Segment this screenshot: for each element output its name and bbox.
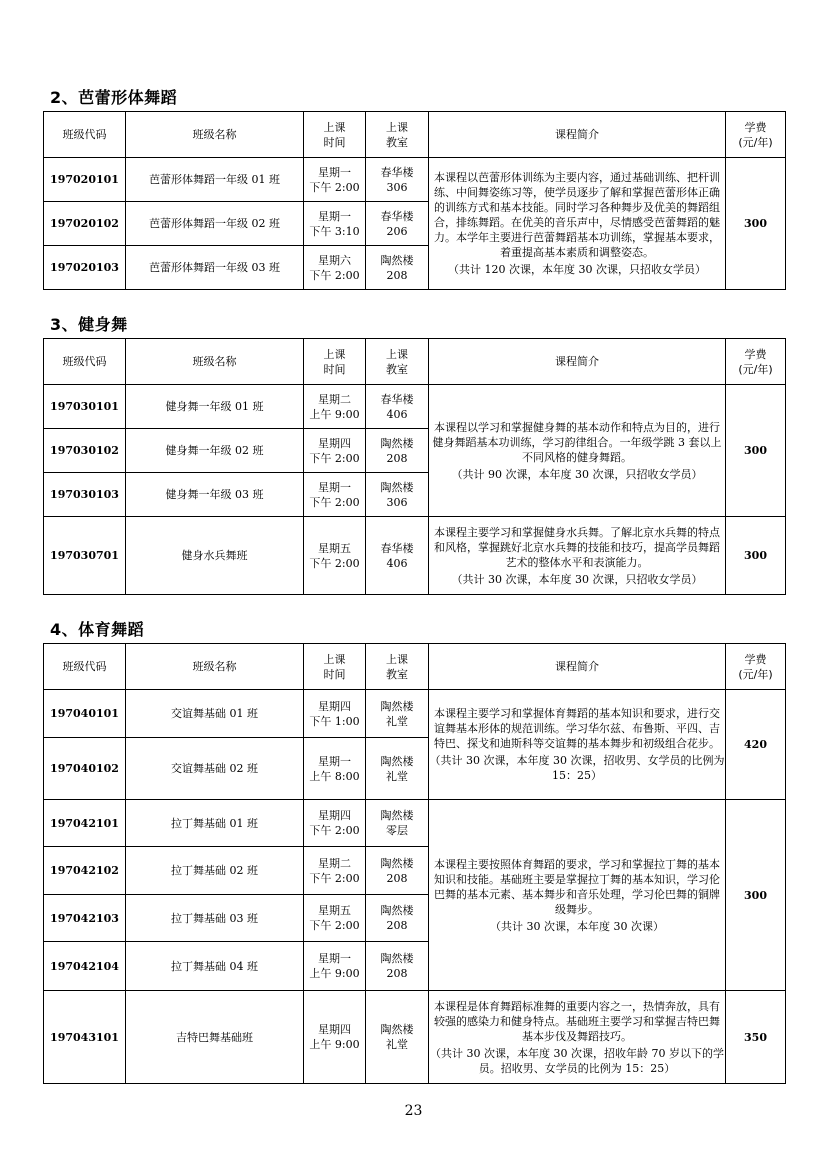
section-title-fitness-dance: 3、健身舞 [50,315,128,334]
class-code: 197042104 [44,942,126,991]
class-name: 拉丁舞基础 04 班 [126,942,304,991]
course-intro-text: 本课程以学习和掌握健身舞的基本动作和特点为目的，进行健身舞蹈基本功训练，学习韵律组合。一年级学跳 3 套以上不同风格的健身舞蹈。 [432,420,722,464]
header-class-name: 班级名称 [126,644,304,690]
class-name: 健身舞一年级 03 班 [126,473,304,517]
class-time: 星期四 下午 1:00 [304,690,366,738]
class-name: 拉丁舞基础 03 班 [126,895,304,942]
page-number: 23 [404,1103,423,1119]
class-name: 健身舞一年级 02 班 [126,429,304,473]
table-row [44,991,786,1084]
classroom: 陶然楼 零层 [366,800,429,847]
course-intro [429,800,726,991]
class-code: 197030101 [44,385,126,429]
classroom: 陶然楼 礼堂 [366,690,429,738]
course-intro-note: （共计 120 次课，本年度 30 次课，只招收女学员） [448,263,706,276]
class-code: 197020102 [44,202,126,246]
class-name: 吉特巴舞基础班 [126,991,304,1084]
course-intro-note: （共计 30 次课，本年度 30 次课，招收男、女学员的比例为 15：25） [429,754,725,782]
tuition-fee: 350 [726,991,786,1084]
class-code: 197042102 [44,847,126,895]
class-code: 197030701 [44,517,126,595]
table-row [44,158,786,202]
class-time: 星期二 上午 9:00 [304,385,366,429]
class-time: 星期一 下午 2:00 [304,473,366,517]
class-time: 星期一 下午 2:00 [304,158,366,202]
course-intro-note: （共计 30 次课，本年度 30 次课，招收年龄 70 岁以下的学员。招收男、女学员的比例为 15：25） [430,1046,724,1075]
course-intro-text: 本课程主要按照体育舞蹈的要求，学习和掌握拉丁舞的基本知识和技能。基础班主要是掌握拉丁舞的基本知识，学习伦巴舞的基本元素、基本舞步和音乐处理，学习伦巴舞的铜牌级舞步。 [434,857,720,916]
table-row [44,385,786,429]
tuition-fee: 300 [726,800,786,991]
class-name: 拉丁舞基础 01 班 [126,800,304,847]
class-time: 星期四 上午 9:00 [304,991,366,1084]
course-intro-note: （共计 90 次课，本年度 30 次课，只招收女学员） [451,467,703,481]
classroom: 陶然楼 208 [366,895,429,942]
header-classroom: 上课 教室 [366,112,429,158]
header-fee: 学费 (元/年) [726,112,786,158]
header-fee: 学费 (元/年) [726,644,786,690]
class-name: 芭蕾形体舞蹈一年级 01 班 [126,158,304,202]
classroom: 陶然楼 208 [366,246,429,290]
header-fee: 学费 (元/年) [726,339,786,385]
class-time: 星期四 下午 2:00 [304,429,366,473]
tuition-fee: 300 [726,385,786,517]
class-code: 197040102 [44,738,126,800]
class-time: 星期一 上午 8:00 [304,738,366,800]
course-intro-text: 本课程是体育舞蹈标准舞的重要内容之一，热情奔放，具有较强的感染力和健身特点。基础班主要学习和掌握吉特巴舞基本步伐及舞蹈技巧。 [434,999,720,1043]
sport-dance-course-table [43,643,786,1084]
class-code: 197040101 [44,690,126,738]
table-row [44,517,786,595]
course-intro [429,517,726,595]
header-course-intro: 课程简介 [429,112,726,158]
tuition-fee: 420 [726,690,786,800]
header-class-name: 班级名称 [126,112,304,158]
table-header-row [44,644,786,690]
classroom: 陶然楼 208 [366,847,429,895]
class-name: 芭蕾形体舞蹈一年级 02 班 [126,202,304,246]
header-class-code: 班级代码 [44,112,126,158]
classroom: 春华楼 406 [366,385,429,429]
course-intro [429,385,726,517]
header-class-name: 班级名称 [126,339,304,385]
classroom: 陶然楼 306 [366,473,429,517]
course-intro [429,991,726,1084]
class-code: 197020103 [44,246,126,290]
classroom: 陶然楼 208 [366,942,429,991]
fitness-dance-course-table [43,338,786,595]
header-class-time: 上课 时间 [304,112,366,158]
course-intro [429,158,726,290]
class-code: 197030103 [44,473,126,517]
class-time: 星期二 下午 2:00 [304,847,366,895]
class-name: 交谊舞基础 02 班 [126,738,304,800]
course-intro-text: 本课程主要学习和掌握健身水兵舞。了解北京水兵舞的特点和风格，掌握跳好北京水兵舞的技能和技巧，提高学员舞蹈艺术的整体水平和表演能力。 [434,525,720,569]
tuition-fee: 300 [726,517,786,595]
header-course-intro: 课程简介 [429,644,726,690]
course-intro-text: 本课程以芭蕾形体训练为主要内容，通过基础训练、把杆训练、中间舞姿练习等，使学员逐步了解和掌握芭蕾形体正确的训练方式和基本技能。同时学习各种舞步及优美的舞蹈组合，排练舞蹈。在优美的音乐声中，尽情感受芭蕾舞蹈的魅力。本学年主要进行芭蕾舞蹈基本功训练，掌握基本要求，着重提高基本素质和调整姿态。 [434,171,720,259]
header-class-code: 班级代码 [44,339,126,385]
header-class-code: 班级代码 [44,644,126,690]
class-time: 星期一 下午 3:10 [304,202,366,246]
class-name: 芭蕾形体舞蹈一年级 03 班 [126,246,304,290]
class-code: 197042103 [44,895,126,942]
classroom: 春华楼 406 [366,517,429,595]
class-name: 拉丁舞基础 02 班 [126,847,304,895]
class-name: 交谊舞基础 01 班 [126,690,304,738]
class-time: 星期六 下午 2:00 [304,246,366,290]
classroom: 陶然楼 208 [366,429,429,473]
course-intro-note: （共计 30 次课，本年度 30 次课，只招收女学员） [451,572,703,586]
table-header-row [44,339,786,385]
class-time: 星期五 下午 2:00 [304,517,366,595]
class-time: 星期五 下午 2:00 [304,895,366,942]
class-code: 197042101 [44,800,126,847]
class-code: 197020101 [44,158,126,202]
class-name: 健身舞一年级 01 班 [126,385,304,429]
classroom: 陶然楼 礼堂 [366,991,429,1084]
course-intro-text: 本课程主要学习和掌握体育舞蹈的基本知识和要求，进行交谊舞基本形体的规范训练。学习华尔兹、布鲁斯、平四、吉特巴、探戈和迪斯科等交谊舞的基本舞步和初级组合花步。 [434,707,720,750]
class-code: 197030102 [44,429,126,473]
tuition-fee: 300 [726,158,786,290]
header-class-time: 上课 时间 [304,644,366,690]
section-title-ballet: 2、芭蕾形体舞蹈 [50,88,178,107]
table-row [44,800,786,847]
ballet-course-table [43,111,786,290]
section-title-sport-dance: 4、体育舞蹈 [50,620,145,639]
classroom: 陶然楼 礼堂 [366,738,429,800]
course-intro [429,690,726,800]
header-class-time: 上课 时间 [304,339,366,385]
class-code: 197043101 [44,991,126,1084]
table-header-row [44,112,786,158]
course-intro-note: （共计 30 次课，本年度 30 次课） [490,919,664,933]
header-classroom: 上课 教室 [366,644,429,690]
classroom: 春华楼 206 [366,202,429,246]
class-time: 星期四 下午 2:00 [304,800,366,847]
classroom: 春华楼 306 [366,158,429,202]
header-classroom: 上课 教室 [366,339,429,385]
table-row [44,690,786,738]
class-name: 健身水兵舞班 [126,517,304,595]
header-course-intro: 课程简介 [429,339,726,385]
class-time: 星期一 上午 9:00 [304,942,366,991]
